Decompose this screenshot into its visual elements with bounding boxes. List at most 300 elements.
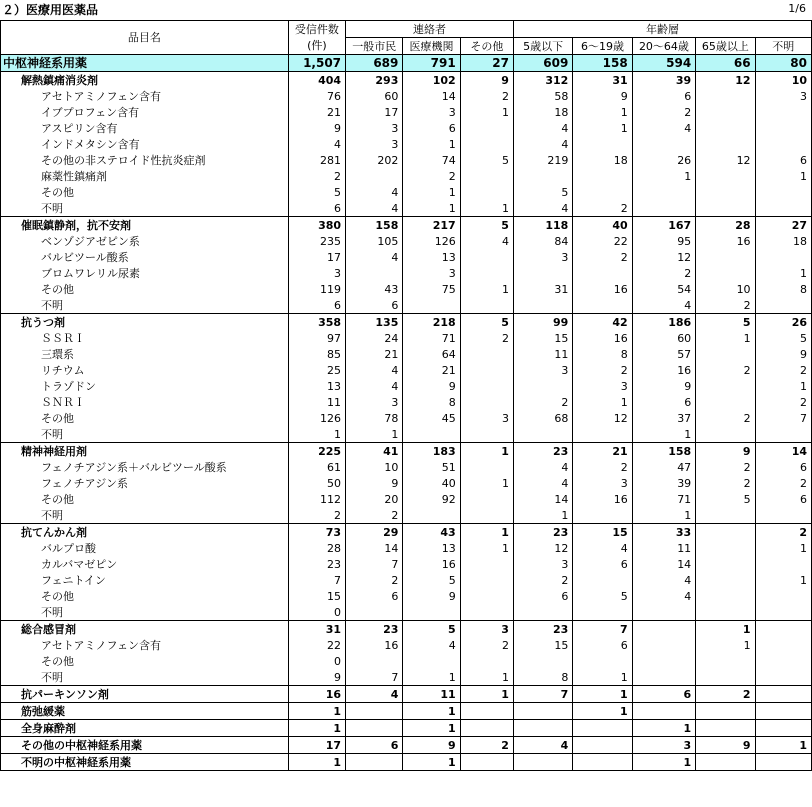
cell-value: 39 bbox=[632, 475, 695, 491]
cell-value bbox=[755, 297, 811, 314]
item-row bbox=[1, 410, 812, 426]
cell-value: 4 bbox=[346, 249, 403, 265]
cell-value: 74 bbox=[403, 152, 460, 168]
cell-value: 10 bbox=[755, 72, 811, 89]
cell-value: 6 bbox=[288, 200, 345, 217]
item-row bbox=[1, 88, 812, 104]
cell-value: 225 bbox=[288, 443, 345, 460]
cell-value: 41 bbox=[346, 443, 403, 460]
cell-value: 58 bbox=[513, 88, 572, 104]
cell-value: 61 bbox=[288, 459, 345, 475]
cell-value bbox=[460, 556, 513, 572]
cell-value bbox=[513, 653, 572, 669]
cell-value: 6 bbox=[632, 394, 695, 410]
cell-value: 1 bbox=[460, 200, 513, 217]
cell-value: 112 bbox=[288, 491, 345, 507]
cell-value bbox=[696, 200, 755, 217]
cell-value: 75 bbox=[403, 281, 460, 297]
cell-value: 1 bbox=[573, 686, 632, 703]
row-label: イブプロフェン含有 bbox=[1, 104, 289, 120]
cell-value: 5 bbox=[403, 572, 460, 588]
cell-value bbox=[755, 184, 811, 200]
cell-value: 9 bbox=[288, 120, 345, 136]
cell-value: 2 bbox=[755, 394, 811, 410]
cell-value: 2 bbox=[632, 104, 695, 120]
cell-value bbox=[346, 168, 403, 184]
cell-value: 1,507 bbox=[288, 55, 345, 72]
item-row bbox=[1, 588, 812, 604]
cell-value: 37 bbox=[632, 410, 695, 426]
cell-value bbox=[573, 168, 632, 184]
cell-value: 2 bbox=[460, 330, 513, 346]
row-label: アセトアミノフェン含有 bbox=[1, 88, 289, 104]
item-row bbox=[1, 136, 812, 152]
cell-value: 5 bbox=[696, 491, 755, 507]
cell-value bbox=[755, 604, 811, 621]
cell-value: 4 bbox=[513, 737, 572, 754]
cell-value: 1 bbox=[403, 720, 460, 737]
cell-value: 13 bbox=[403, 249, 460, 265]
cell-value bbox=[755, 136, 811, 152]
cell-value: 31 bbox=[513, 281, 572, 297]
cell-value: 80 bbox=[755, 55, 811, 72]
cell-value: 202 bbox=[346, 152, 403, 168]
cell-value: 5 bbox=[288, 184, 345, 200]
cell-value: 2 bbox=[346, 572, 403, 588]
cell-value bbox=[346, 604, 403, 621]
cell-value: 4 bbox=[403, 637, 460, 653]
cell-value bbox=[573, 184, 632, 200]
cell-value: 1 bbox=[403, 703, 460, 720]
cell-value bbox=[696, 136, 755, 152]
cell-value: 1 bbox=[755, 378, 811, 394]
header-received: 受信件数 bbox=[288, 21, 345, 38]
cell-value: 119 bbox=[288, 281, 345, 297]
header-row-1 bbox=[1, 21, 812, 38]
row-label: 不明 bbox=[1, 426, 289, 443]
item-row bbox=[1, 507, 812, 524]
item-row bbox=[1, 653, 812, 669]
cell-value: 17 bbox=[288, 737, 345, 754]
item-row bbox=[1, 475, 812, 491]
cell-value: 4 bbox=[513, 136, 572, 152]
cell-value bbox=[632, 653, 695, 669]
item-row bbox=[1, 556, 812, 572]
header-item-name: 品目名 bbox=[1, 21, 289, 55]
cell-value bbox=[346, 720, 403, 737]
cell-value: 1 bbox=[632, 426, 695, 443]
cell-value: 7 bbox=[288, 572, 345, 588]
row-label: その他 bbox=[1, 653, 289, 669]
cell-value: 2 bbox=[573, 362, 632, 378]
cell-value: 5 bbox=[696, 314, 755, 331]
cell-value: 2 bbox=[573, 459, 632, 475]
item-row bbox=[1, 265, 812, 281]
cell-value: 2 bbox=[696, 297, 755, 314]
header-sub: 5歳以下 bbox=[513, 38, 572, 55]
cell-value bbox=[513, 720, 572, 737]
cell-value bbox=[755, 588, 811, 604]
item-row bbox=[1, 346, 812, 362]
cell-value bbox=[696, 572, 755, 588]
header-sub: 6～19歳 bbox=[573, 38, 632, 55]
cell-value bbox=[696, 265, 755, 281]
cell-value: 16 bbox=[346, 637, 403, 653]
row-label: 三環系 bbox=[1, 346, 289, 362]
cell-value bbox=[696, 588, 755, 604]
cell-value bbox=[460, 491, 513, 507]
cell-value bbox=[460, 297, 513, 314]
cell-value bbox=[573, 754, 632, 771]
row-label: 麻薬性鎮痛剤 bbox=[1, 168, 289, 184]
row-label: フェニトイン bbox=[1, 572, 289, 588]
item-row bbox=[1, 184, 812, 200]
cell-value bbox=[696, 556, 755, 572]
cell-value: 1 bbox=[403, 136, 460, 152]
cell-value bbox=[460, 120, 513, 136]
cell-value: 4 bbox=[346, 200, 403, 217]
cell-value bbox=[696, 104, 755, 120]
cell-value: 9 bbox=[346, 475, 403, 491]
cell-value: 12 bbox=[696, 152, 755, 168]
cell-value bbox=[460, 168, 513, 184]
cell-value: 54 bbox=[632, 281, 695, 297]
cell-value: 95 bbox=[632, 233, 695, 249]
cell-value bbox=[755, 556, 811, 572]
cell-value: 23 bbox=[513, 621, 572, 638]
item-row bbox=[1, 669, 812, 686]
item-row bbox=[1, 152, 812, 168]
cell-value bbox=[755, 507, 811, 524]
item-row bbox=[1, 362, 812, 378]
cell-value: 10 bbox=[696, 281, 755, 297]
cell-value: 33 bbox=[632, 524, 695, 541]
row-label: その他 bbox=[1, 281, 289, 297]
cell-value bbox=[573, 737, 632, 754]
cell-value bbox=[513, 426, 572, 443]
cell-value: 1 bbox=[755, 168, 811, 184]
row-label: アスピリン含有 bbox=[1, 120, 289, 136]
cell-value: 1 bbox=[460, 524, 513, 541]
row-label: 抗うつ剤 bbox=[1, 314, 289, 331]
cell-value bbox=[460, 362, 513, 378]
category-row bbox=[1, 737, 812, 754]
cell-value bbox=[403, 297, 460, 314]
cell-value: 11 bbox=[288, 394, 345, 410]
category-row bbox=[1, 754, 812, 771]
cell-value: 11 bbox=[632, 540, 695, 556]
cell-value: 4 bbox=[632, 572, 695, 588]
cell-value: 105 bbox=[346, 233, 403, 249]
cell-value: 6 bbox=[513, 588, 572, 604]
cell-value: 312 bbox=[513, 72, 572, 89]
cell-value: 7 bbox=[573, 621, 632, 638]
cell-value: 158 bbox=[632, 443, 695, 460]
cell-value: 1 bbox=[632, 720, 695, 737]
cell-value: 17 bbox=[346, 104, 403, 120]
cell-value: 9 bbox=[460, 72, 513, 89]
cell-value: 21 bbox=[288, 104, 345, 120]
cell-value: 102 bbox=[403, 72, 460, 89]
row-label: 不明 bbox=[1, 200, 289, 217]
cell-value: 9 bbox=[288, 669, 345, 686]
cell-value: 15 bbox=[513, 637, 572, 653]
row-label: その他の中枢神経系用薬 bbox=[1, 737, 289, 754]
category-row bbox=[1, 703, 812, 720]
cell-value: 3 bbox=[573, 475, 632, 491]
cell-value: 8 bbox=[403, 394, 460, 410]
cell-value: 66 bbox=[696, 55, 755, 72]
cell-value: 1 bbox=[460, 475, 513, 491]
cell-value: 51 bbox=[403, 459, 460, 475]
cell-value bbox=[755, 703, 811, 720]
cell-value: 12 bbox=[573, 410, 632, 426]
cell-value: 1 bbox=[288, 754, 345, 771]
cell-value: 18 bbox=[513, 104, 572, 120]
cell-value: 1 bbox=[403, 184, 460, 200]
cell-value: 28 bbox=[288, 540, 345, 556]
cell-value bbox=[696, 524, 755, 541]
category-row bbox=[1, 443, 812, 460]
cell-value bbox=[696, 249, 755, 265]
cell-value bbox=[632, 184, 695, 200]
cell-value bbox=[696, 120, 755, 136]
cell-value: 2 bbox=[632, 265, 695, 281]
cell-value bbox=[460, 249, 513, 265]
cell-value: 1 bbox=[573, 669, 632, 686]
cell-value: 1 bbox=[513, 507, 572, 524]
cell-value: 2 bbox=[288, 168, 345, 184]
cell-value: 2 bbox=[696, 362, 755, 378]
cell-value: 15 bbox=[513, 330, 572, 346]
cell-value: 9 bbox=[573, 88, 632, 104]
cell-value: 16 bbox=[403, 556, 460, 572]
cell-value bbox=[696, 604, 755, 621]
cell-value: 358 bbox=[288, 314, 345, 331]
cell-value: 4 bbox=[288, 136, 345, 152]
cell-value: 1 bbox=[755, 572, 811, 588]
cell-value: 9 bbox=[696, 443, 755, 460]
cell-value: 2 bbox=[460, 737, 513, 754]
cell-value: 16 bbox=[573, 330, 632, 346]
cell-value: 3 bbox=[346, 136, 403, 152]
cell-value: 3 bbox=[632, 737, 695, 754]
cell-value: 3 bbox=[346, 120, 403, 136]
cell-value: 39 bbox=[632, 72, 695, 89]
cell-value bbox=[460, 378, 513, 394]
cell-value: 1 bbox=[696, 637, 755, 653]
cell-value: 3 bbox=[573, 378, 632, 394]
cell-value: 126 bbox=[288, 410, 345, 426]
cell-value bbox=[755, 426, 811, 443]
cell-value: 4 bbox=[513, 459, 572, 475]
cell-value: 1 bbox=[288, 426, 345, 443]
cell-value: 183 bbox=[403, 443, 460, 460]
cell-value: 6 bbox=[573, 637, 632, 653]
cell-value: 45 bbox=[403, 410, 460, 426]
cell-value: 18 bbox=[573, 152, 632, 168]
item-row bbox=[1, 491, 812, 507]
cell-value: 1 bbox=[460, 443, 513, 460]
cell-value: 6 bbox=[288, 297, 345, 314]
cell-value: 689 bbox=[346, 55, 403, 72]
row-label: リチウム bbox=[1, 362, 289, 378]
cell-value bbox=[346, 265, 403, 281]
item-row bbox=[1, 168, 812, 184]
cell-value: 16 bbox=[573, 281, 632, 297]
cell-value: 1 bbox=[460, 540, 513, 556]
cell-value: 5 bbox=[460, 314, 513, 331]
cell-value bbox=[696, 720, 755, 737]
cell-value: 23 bbox=[346, 621, 403, 638]
cell-value: 4 bbox=[513, 200, 572, 217]
cell-value: 3 bbox=[346, 394, 403, 410]
cell-value bbox=[403, 426, 460, 443]
cell-value: 1 bbox=[755, 540, 811, 556]
cell-value: 1 bbox=[460, 686, 513, 703]
row-label: 精神神経用剤 bbox=[1, 443, 289, 460]
page-number: 1/6 bbox=[788, 2, 806, 15]
cell-value: 60 bbox=[632, 330, 695, 346]
cell-value: 29 bbox=[346, 524, 403, 541]
row-label: ＳＮＲＩ bbox=[1, 394, 289, 410]
item-row bbox=[1, 604, 812, 621]
row-label: ＳＳＲＩ bbox=[1, 330, 289, 346]
cell-value: 16 bbox=[696, 233, 755, 249]
cell-value: 2 bbox=[513, 394, 572, 410]
cell-value bbox=[755, 637, 811, 653]
cell-value: 60 bbox=[346, 88, 403, 104]
item-row bbox=[1, 426, 812, 443]
cell-value bbox=[696, 754, 755, 771]
row-label: 不明 bbox=[1, 297, 289, 314]
cell-value: 1 bbox=[460, 281, 513, 297]
cell-value: 43 bbox=[346, 281, 403, 297]
cell-value: 10 bbox=[346, 459, 403, 475]
cell-value: 791 bbox=[403, 55, 460, 72]
item-row bbox=[1, 459, 812, 475]
cell-value: 4 bbox=[346, 184, 403, 200]
cell-value: 71 bbox=[632, 491, 695, 507]
cell-value: 9 bbox=[403, 378, 460, 394]
cell-value: 16 bbox=[288, 686, 345, 703]
cell-value: 3 bbox=[460, 410, 513, 426]
cell-value bbox=[513, 703, 572, 720]
cell-value bbox=[513, 604, 572, 621]
cell-value: 43 bbox=[403, 524, 460, 541]
cell-value: 126 bbox=[403, 233, 460, 249]
cell-value bbox=[573, 572, 632, 588]
row-label: 総合感冒剤 bbox=[1, 621, 289, 638]
cell-value: 8 bbox=[755, 281, 811, 297]
cell-value: 6 bbox=[755, 152, 811, 168]
cell-value bbox=[403, 653, 460, 669]
cell-value: 281 bbox=[288, 152, 345, 168]
cell-value: 1 bbox=[573, 394, 632, 410]
cell-value: 5 bbox=[573, 588, 632, 604]
cell-value bbox=[513, 265, 572, 281]
cell-value: 16 bbox=[632, 362, 695, 378]
cell-value bbox=[460, 346, 513, 362]
row-label: トラゾドン bbox=[1, 378, 289, 394]
category-row bbox=[1, 621, 812, 638]
cell-value: 2 bbox=[696, 475, 755, 491]
cell-value: 97 bbox=[288, 330, 345, 346]
cell-value bbox=[632, 703, 695, 720]
cell-value bbox=[696, 346, 755, 362]
row-label: その他 bbox=[1, 491, 289, 507]
cell-value: 8 bbox=[573, 346, 632, 362]
row-label: 解熱鎮痛消炎剤 bbox=[1, 72, 289, 89]
cell-value bbox=[632, 637, 695, 653]
row-label: 不明 bbox=[1, 604, 289, 621]
cell-value: 4 bbox=[632, 120, 695, 136]
cell-value: 1 bbox=[632, 754, 695, 771]
cell-value: 12 bbox=[696, 72, 755, 89]
cell-value bbox=[755, 200, 811, 217]
cell-value bbox=[460, 754, 513, 771]
cell-value bbox=[460, 653, 513, 669]
cell-value: 40 bbox=[403, 475, 460, 491]
category-row bbox=[1, 217, 812, 234]
cell-value: 293 bbox=[346, 72, 403, 89]
cell-value: 4 bbox=[573, 540, 632, 556]
item-row bbox=[1, 394, 812, 410]
cell-value: 1 bbox=[755, 265, 811, 281]
cell-value: 2 bbox=[460, 637, 513, 653]
cell-value bbox=[696, 426, 755, 443]
cell-value: 47 bbox=[632, 459, 695, 475]
header-sub: その他 bbox=[460, 38, 513, 55]
cell-value: 6 bbox=[632, 686, 695, 703]
cell-value: 404 bbox=[288, 72, 345, 89]
cell-value bbox=[696, 168, 755, 184]
header-sub: 一般市民 bbox=[346, 38, 403, 55]
cell-value: 9 bbox=[755, 346, 811, 362]
cell-value bbox=[460, 703, 513, 720]
row-label: バルプロ酸 bbox=[1, 540, 289, 556]
cell-value bbox=[460, 394, 513, 410]
cell-value: 5 bbox=[513, 184, 572, 200]
row-label: フェノチアジン系＋バルビツール酸系 bbox=[1, 459, 289, 475]
cell-value: 40 bbox=[573, 217, 632, 234]
cell-value bbox=[632, 604, 695, 621]
cell-value: 219 bbox=[513, 152, 572, 168]
item-row bbox=[1, 637, 812, 653]
cell-value bbox=[696, 507, 755, 524]
row-label: 中枢神経系用薬 bbox=[1, 55, 289, 72]
cell-value: 9 bbox=[632, 378, 695, 394]
cell-value bbox=[755, 104, 811, 120]
cell-value: 7 bbox=[346, 556, 403, 572]
cell-value: 1 bbox=[403, 200, 460, 217]
cell-value: 2 bbox=[513, 572, 572, 588]
cell-value bbox=[460, 265, 513, 281]
cell-value: 68 bbox=[513, 410, 572, 426]
cell-value: 1 bbox=[403, 754, 460, 771]
cell-value bbox=[513, 168, 572, 184]
cell-value bbox=[755, 249, 811, 265]
cell-value: 3 bbox=[403, 265, 460, 281]
cell-value: 218 bbox=[403, 314, 460, 331]
cell-value: 6 bbox=[755, 491, 811, 507]
cell-value: 4 bbox=[346, 686, 403, 703]
cell-value: 1 bbox=[696, 330, 755, 346]
data-table bbox=[0, 20, 812, 771]
cell-value: 4 bbox=[346, 362, 403, 378]
cell-value: 15 bbox=[573, 524, 632, 541]
cell-value: 1 bbox=[696, 621, 755, 638]
